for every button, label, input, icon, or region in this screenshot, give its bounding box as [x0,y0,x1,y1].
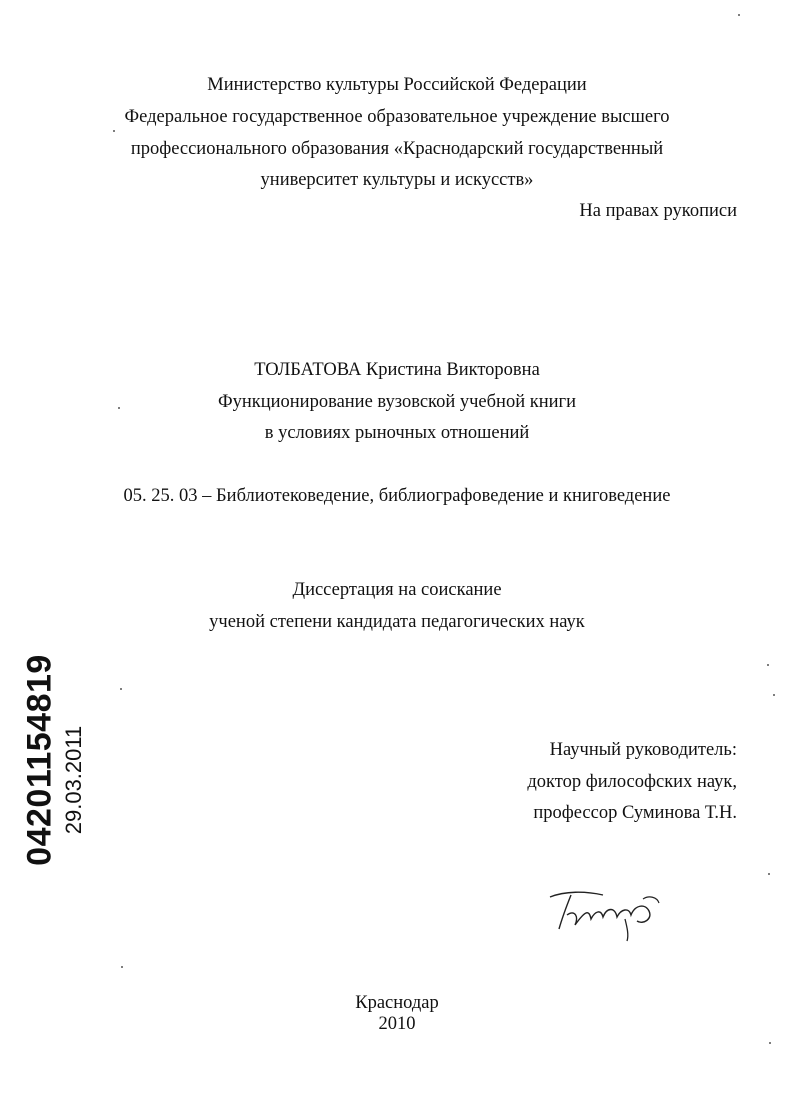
institution-line-2: профессионального образования «Краснодарский государственный [130,139,664,159]
scan-speck [767,664,769,666]
signature-image [545,885,670,945]
supervisor-degree: доктор философских наук, [527,772,737,792]
scan-speck [769,1042,771,1044]
city: Краснодар [355,993,439,1013]
specialty-code: 05. 25. 03 – Библиотековедение, библиографоведение и книговедение [123,486,671,506]
title-line-2: в условиях рыночных отношений [264,423,530,443]
ministry-line: Министерство культуры Российской Федерации [207,75,587,95]
degree-line-1: Диссертация на соискание [292,580,502,600]
author-name: ТОЛБАТОВА Кристина Викторовна [254,360,540,380]
scan-speck [121,966,123,968]
scan-speck [768,873,770,875]
institution-line-1: Федеральное государственное образовательное учреждение высшего [124,107,670,127]
scan-speck [113,130,115,132]
year: 2010 [378,1014,416,1034]
scan-speck [738,14,740,16]
scan-speck [773,694,775,696]
degree-line-2: ученой степени кандидата педагогических наук [209,612,585,632]
supervisor-name: профессор Суминова Т.Н. [533,803,737,823]
institution-line-3: университет культуры и искусств» [260,170,534,190]
library-stamp-code: 04201154819 [20,654,59,866]
scan-speck [120,688,122,690]
library-stamp-date: 29.03.2011 [61,725,86,835]
scan-speck [118,407,120,409]
manuscript-note: На правах рукописи [579,201,737,221]
supervisor-label: Научный руководитель: [549,740,737,760]
title-line-1: Функционирование вузовской учебной книги [217,392,577,412]
